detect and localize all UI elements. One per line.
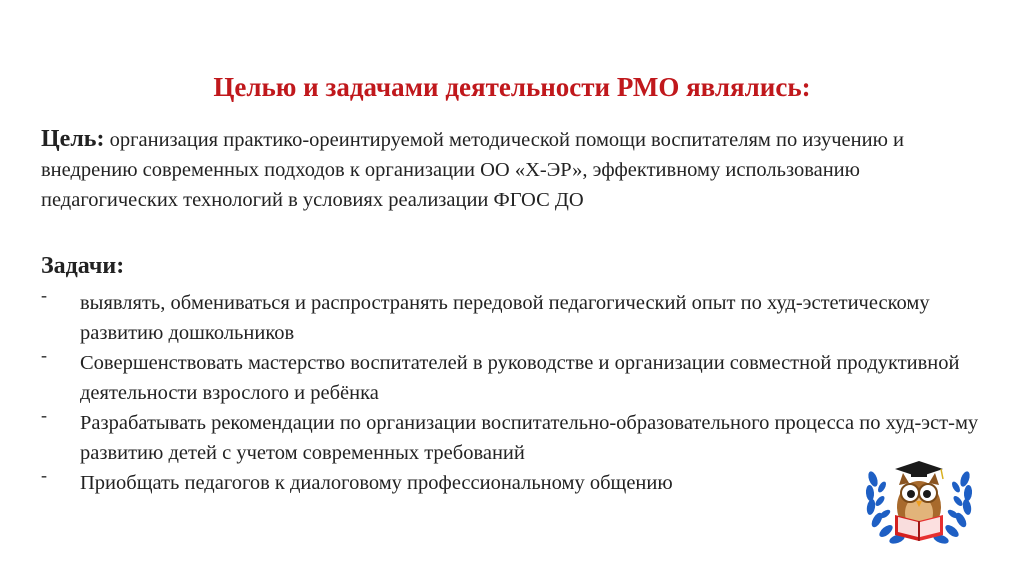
bullet-dash: - [41, 465, 47, 485]
bullet-dash: - [41, 345, 47, 365]
bullet-dash: - [41, 285, 47, 305]
bullet-dash: - [41, 405, 47, 425]
goal-paragraph [41, 124, 981, 215]
tasks-label: Задачи: [41, 253, 125, 279]
list-item [41, 285, 1001, 348]
task-text: Разрабатывать рекомендации по организации воспитательно-образовательного процесса по худ-эст-му развитию детей с учетом современных требований [80, 412, 979, 464]
list-item [41, 405, 1001, 468]
goal-label: Цель: [41, 126, 105, 152]
slide-title: Целью и задачами деятельности РМО являлись: [213, 72, 811, 102]
list-item [41, 465, 1001, 498]
tasks-list [41, 285, 1001, 498]
task-text: Совершенствовать мастерство воспитателей в руководстве и организации совместной продуктивной деятельности взрослого и ребёнка [80, 352, 960, 404]
owl-with-book-laurel-icon [863, 457, 975, 549]
task-text: Приобщать педагогов к диалоговому профессиональному общению [80, 472, 673, 494]
goal-text: организация практико-ореинтируемой методической помощи воспитателям по изучению и внедрению современных подходов к организации ОО «Х-ЭР», эффективному использованию педагогических технологий в условиях реализации ФГОС ДО [41, 129, 904, 211]
task-text: выявлять, обмениваться и распространять передовой педагогический опыт по худ-эстетическому развитию дошкольников [80, 292, 930, 344]
list-item [41, 345, 1001, 408]
